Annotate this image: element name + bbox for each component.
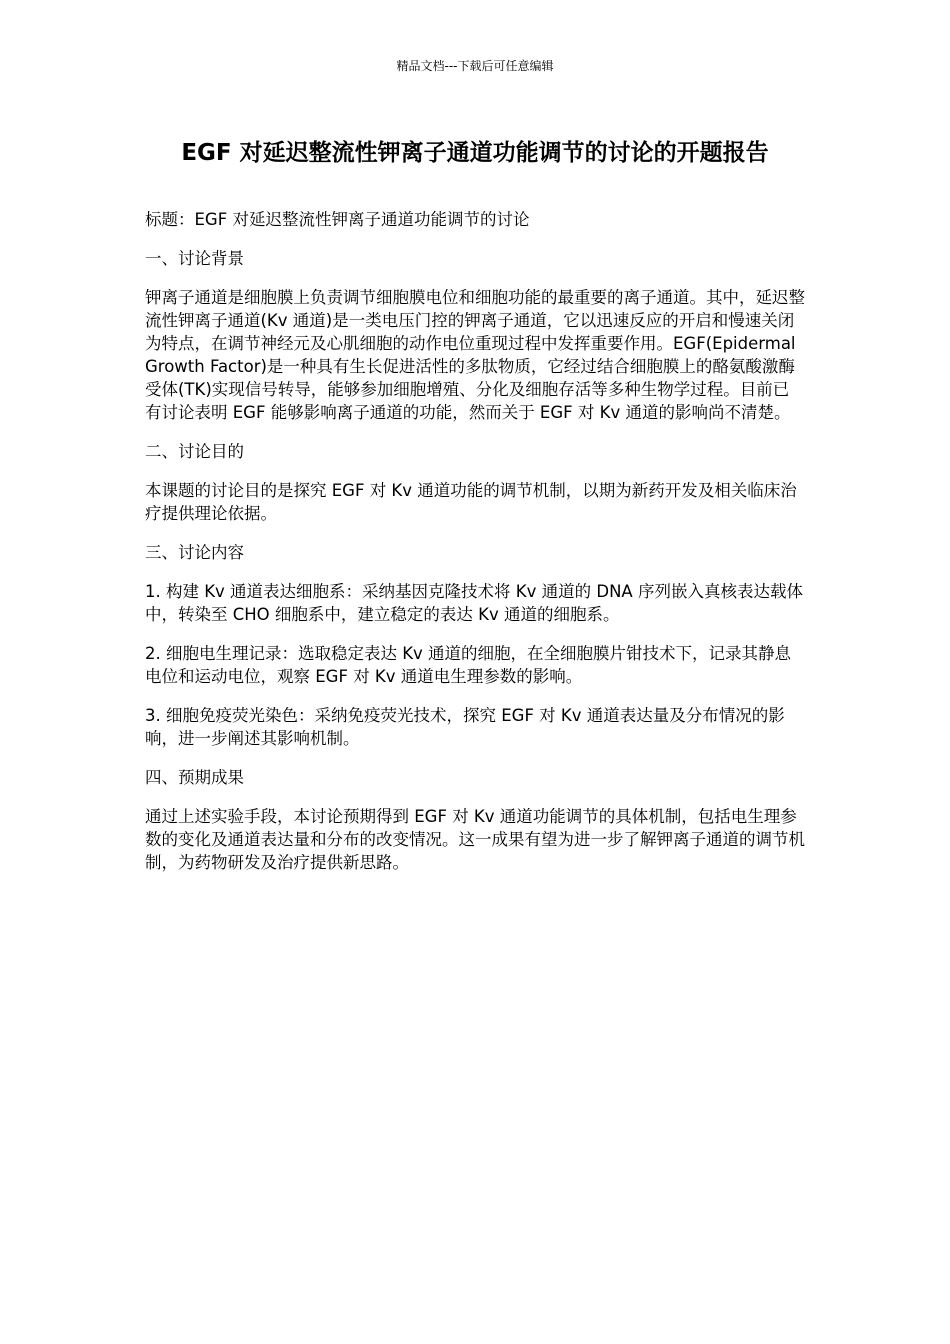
header-note: 精品文档---下载后可任意编辑 xyxy=(396,59,554,73)
section-body-background: 钾离子通道是细胞膜上负责调节细胞膜电位和细胞功能的最重要的离子通道。其中，延迟整流性钾离子通道(Kv 通道)是一类电压门控的钾离子通道，它以迅速反应的开启和慢速关闭为特点，在调节神经元及心肌细胞的动作电位重现过程中发挥重要作用。EGF(Epidermal Growth Factor)是一种具有生长促进活性的多肽物质，它经过结合细胞膜上的酪氨酸激酶受体(TK)实现信号转导，能够参加细胞增殖、分化及细胞存活等多种生物学过程。目前已有讨论表明 EGF 能够影响离子通道的功能，然而关于 EGF 对 Kv 通道的影响尚不清楚。 xyxy=(145,288,805,422)
section-heading-outcomes: 四、预期成果 xyxy=(145,768,244,787)
section-body-outcomes: 通过上述实验手段，本讨论预期得到 EGF 对 Kv 通道功能调节的具体机制，包括电生理参数的变化及通道表达量和分布的改变情况。这一成果有望为进一步了解钾离子通道的调节机制，为药物研发及治疗提供新思路。 xyxy=(145,807,805,872)
section-heading-content: 三、讨论内容 xyxy=(145,543,244,562)
content-item: 1. 构建 Kv 通道表达细胞系：采纳基因克隆技术将 Kv 通道的 DNA 序列嵌入真核表达载体中，转染至 CHO 细胞系中，建立稳定的表达 Kv 通道的细胞系。 xyxy=(145,582,803,624)
content-item: 3. 细胞免疫荧光染色：采纳免疫荧光技术，探究 EGF 对 Kv 通道表达量及分布情况的影响，进一步阐述其影响机制。 xyxy=(145,706,785,748)
section-heading-background: 一、讨论背景 xyxy=(145,249,244,268)
subject-line: 标题：EGF 对延迟整流性钾离子通道功能调节的讨论 xyxy=(145,210,530,229)
content-item: 2. 细胞电生理记录：选取稳定表达 Kv 通道的细胞，在全细胞膜片钳技术下，记录其静息电位和运动电位，观察 EGF 对 Kv 通道电生理参数的影响。 xyxy=(145,644,792,686)
document-title: EGF 对延迟整流性钾离子通道功能调节的讨论的开题报告 xyxy=(181,140,769,166)
document-body xyxy=(145,208,805,890)
section-heading-purpose: 二、讨论目的 xyxy=(145,442,244,461)
section-body-purpose: 本课题的讨论目的是探究 EGF 对 Kv 通道功能的调节机制，以期为新药开发及相关临床治疗提供理论依据。 xyxy=(145,481,797,523)
